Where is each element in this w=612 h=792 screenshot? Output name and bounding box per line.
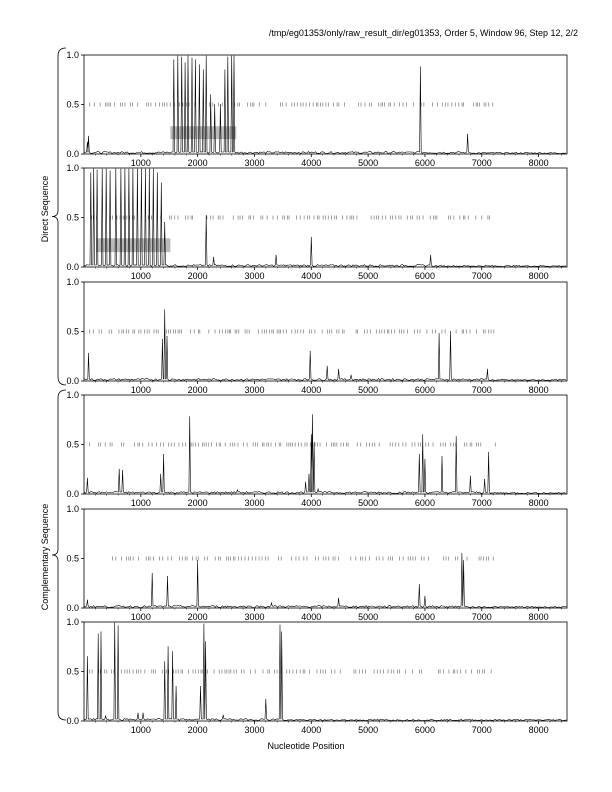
data-point-3-5 xyxy=(189,416,190,417)
x-axis-label: Nucleotide Position xyxy=(267,741,345,751)
data-point-4-0 xyxy=(87,600,88,601)
data-point-3-2 xyxy=(122,470,123,471)
group-label-complementary: Complementary Sequence xyxy=(40,503,50,611)
data-point-3-20 xyxy=(488,452,489,453)
data-point-3-1 xyxy=(119,469,120,470)
data-point-1-15 xyxy=(153,169,154,170)
data-point-5-17 xyxy=(280,625,281,626)
data-point-5-7 xyxy=(143,713,144,714)
data-point-0-2 xyxy=(173,60,174,61)
data-point-5-2 xyxy=(101,632,102,633)
x-tick-label-4-7: 8000 xyxy=(528,612,549,622)
x-tick-label-2-4: 5000 xyxy=(358,385,379,395)
data-point-2-9 xyxy=(450,331,451,332)
data-point-1-10 xyxy=(132,169,133,170)
x-tick-label-5-2: 3000 xyxy=(244,725,265,735)
y-tick-label-5-1: 0.5 xyxy=(66,666,79,677)
data-point-4-4 xyxy=(271,603,272,604)
data-point-3-15 xyxy=(425,459,426,460)
y-tick-label-5-0: 0.0 xyxy=(66,716,79,726)
data-point-3-4 xyxy=(163,454,164,455)
data-point-3-12 xyxy=(318,489,319,490)
x-tick-label-5-3: 4000 xyxy=(301,725,322,735)
data-point-5-18 xyxy=(281,632,282,633)
data-point-0-14 xyxy=(220,104,221,105)
x-tick-label-1-1: 2000 xyxy=(187,271,208,281)
data-point-0-18 xyxy=(234,56,235,57)
data-point-2-6 xyxy=(338,369,339,370)
x-tick-label-1-0: 1000 xyxy=(130,271,151,281)
x-tick-label-5-1: 2000 xyxy=(187,725,208,735)
data-point-5-13 xyxy=(203,624,204,625)
data-point-4-3 xyxy=(197,560,198,561)
y-tick-label-3-0: 0.0 xyxy=(66,489,79,499)
data-point-2-10 xyxy=(487,369,488,370)
y-tick-label-0-0: 0.0 xyxy=(66,149,79,159)
x-tick-label-4-1: 2000 xyxy=(187,612,208,622)
x-tick-label-3-1: 2000 xyxy=(187,498,208,508)
data-point-1-2 xyxy=(97,170,98,171)
y-tick-label-2-1: 0.5 xyxy=(66,326,79,337)
data-point-0-1 xyxy=(88,136,89,137)
data-point-0-5 xyxy=(185,63,186,64)
data-point-0-0 xyxy=(87,142,88,143)
x-tick-label-5-5: 6000 xyxy=(414,725,435,735)
x-tick-label-3-7: 8000 xyxy=(528,498,549,508)
data-point-0-9 xyxy=(199,65,200,66)
data-point-5-5 xyxy=(118,626,119,627)
data-point-5-15 xyxy=(223,715,224,716)
data-point-3-17 xyxy=(456,436,457,437)
data-point-0-11 xyxy=(206,56,207,57)
data-point-1-13 xyxy=(145,169,146,170)
data-point-4-5 xyxy=(338,598,339,599)
data-point-3-18 xyxy=(470,476,471,477)
data-point-1-1 xyxy=(93,169,94,170)
x-tick-label-2-1: 2000 xyxy=(187,385,208,395)
data-point-0-6 xyxy=(188,56,189,57)
x-tick-label-4-0: 1000 xyxy=(130,612,151,622)
data-point-3-3 xyxy=(160,474,161,475)
x-tick-label-3-2: 3000 xyxy=(244,498,265,508)
data-point-1-23 xyxy=(430,255,431,256)
data-point-0-4 xyxy=(181,57,182,58)
x-tick-label-0-4: 5000 xyxy=(358,158,379,168)
x-tick-label-4-3: 4000 xyxy=(301,612,322,622)
x-tick-label-1-2: 3000 xyxy=(244,271,265,281)
data-point-4-9 xyxy=(463,560,464,561)
data-point-0-13 xyxy=(214,104,215,105)
x-tick-label-1-4: 5000 xyxy=(358,271,379,281)
data-point-1-22 xyxy=(311,237,312,238)
data-point-1-6 xyxy=(115,169,116,170)
x-tick-label-3-4: 5000 xyxy=(358,498,379,508)
data-point-0-17 xyxy=(231,56,232,57)
data-point-3-13 xyxy=(419,454,420,455)
y-tick-label-2-0: 0.0 xyxy=(66,376,79,386)
data-point-5-16 xyxy=(265,699,266,700)
data-point-2-2 xyxy=(164,309,165,310)
x-tick-label-1-6: 7000 xyxy=(471,271,492,281)
data-point-5-8 xyxy=(164,661,165,662)
y-tick-label-4-0: 0.0 xyxy=(66,603,79,613)
x-tick-label-5-0: 1000 xyxy=(130,725,151,735)
x-tick-label-0-3: 4000 xyxy=(301,158,322,168)
x-tick-label-5-7: 8000 xyxy=(528,725,549,735)
x-tick-label-2-6: 7000 xyxy=(471,385,492,395)
series-line-4 xyxy=(84,554,566,608)
data-point-1-4 xyxy=(106,169,107,170)
data-point-3-9 xyxy=(311,434,312,435)
data-point-2-7 xyxy=(351,375,352,376)
data-point-0-3 xyxy=(177,56,178,57)
data-point-1-20 xyxy=(213,257,214,258)
x-tick-label-3-6: 7000 xyxy=(471,498,492,508)
x-tick-label-2-0: 1000 xyxy=(130,385,151,395)
x-tick-label-0-1: 2000 xyxy=(187,158,208,168)
data-point-1-5 xyxy=(110,171,111,172)
plot-frame-4 xyxy=(84,509,567,608)
x-tick-label-3-3: 4000 xyxy=(301,498,322,508)
x-tick-label-1-5: 6000 xyxy=(414,271,435,281)
x-tick-label-3-5: 6000 xyxy=(414,498,435,508)
data-point-4-8 xyxy=(461,553,462,554)
y-tick-label-1-0: 0.0 xyxy=(66,262,79,272)
data-point-1-14 xyxy=(149,169,150,170)
y-tick-label-4-1: 0.5 xyxy=(66,553,79,564)
data-point-3-16 xyxy=(442,456,443,457)
y-tick-label-5-2: 1.0 xyxy=(66,617,79,627)
y-tick-label-0-2: 1.0 xyxy=(66,50,79,60)
y-tick-label-4-2: 1.0 xyxy=(66,504,79,514)
x-tick-label-2-3: 4000 xyxy=(301,385,322,395)
data-point-4-1 xyxy=(152,573,153,574)
data-point-3-8 xyxy=(309,474,310,475)
data-point-1-12 xyxy=(141,169,142,170)
data-point-2-0 xyxy=(88,353,89,354)
data-point-5-0 xyxy=(87,656,88,657)
data-point-2-8 xyxy=(439,333,440,334)
x-tick-label-1-3: 4000 xyxy=(301,271,322,281)
x-tick-label-4-5: 6000 xyxy=(414,612,435,622)
data-point-3-11 xyxy=(314,442,315,443)
data-point-1-17 xyxy=(161,182,162,183)
y-tick-label-3-1: 0.5 xyxy=(66,439,79,450)
data-point-3-14 xyxy=(422,434,423,435)
y-tick-label-1-2: 1.0 xyxy=(66,163,79,173)
x-tick-label-2-5: 6000 xyxy=(414,385,435,395)
y-tick-label-0-1: 0.5 xyxy=(66,99,79,110)
data-point-1-18 xyxy=(164,222,165,223)
data-point-1-9 xyxy=(128,169,129,170)
data-point-0-8 xyxy=(195,60,196,61)
data-point-5-14 xyxy=(205,641,206,642)
x-tick-label-5-4: 5000 xyxy=(358,725,379,735)
x-tick-label-4-6: 7000 xyxy=(471,612,492,622)
data-point-1-21 xyxy=(276,255,277,256)
plot-frame-0 xyxy=(84,55,567,154)
series-line-0 xyxy=(84,56,566,154)
x-tick-label-0-5: 6000 xyxy=(414,158,435,168)
series-line-2 xyxy=(84,310,566,381)
data-point-5-6 xyxy=(138,713,139,714)
data-point-0-10 xyxy=(203,69,204,70)
x-tick-label-0-0: 1000 xyxy=(130,158,151,168)
data-point-5-3 xyxy=(105,716,106,717)
data-point-1-7 xyxy=(121,169,122,170)
x-tick-label-2-7: 8000 xyxy=(528,385,549,395)
highlight-box-0 xyxy=(170,126,236,139)
data-point-0-20 xyxy=(467,134,468,135)
data-point-5-9 xyxy=(168,646,169,647)
series-line-3 xyxy=(84,415,566,494)
y-tick-label-1-1: 0.5 xyxy=(66,212,79,223)
data-point-2-3 xyxy=(167,336,168,337)
series-line-1 xyxy=(84,169,566,267)
data-point-5-4 xyxy=(114,623,115,624)
data-point-4-7 xyxy=(425,596,426,597)
data-point-2-5 xyxy=(327,366,328,367)
data-point-1-8 xyxy=(125,169,126,170)
data-point-0-16 xyxy=(227,57,228,58)
x-tick-label-4-2: 3000 xyxy=(244,612,265,622)
x-tick-label-0-6: 7000 xyxy=(471,158,492,168)
data-point-2-4 xyxy=(310,351,311,352)
brace-complementary xyxy=(52,390,66,720)
data-point-2-1 xyxy=(162,339,163,340)
data-point-0-7 xyxy=(192,58,193,59)
x-tick-label-2-2: 3000 xyxy=(244,385,265,395)
data-point-3-10 xyxy=(312,414,313,415)
x-tick-label-4-4: 5000 xyxy=(358,612,379,622)
group-label-direct: Direct Sequence xyxy=(40,175,50,243)
data-point-1-16 xyxy=(157,173,158,174)
brace-direct xyxy=(52,48,66,385)
data-point-0-19 xyxy=(420,66,421,67)
x-tick-label-1-7: 8000 xyxy=(528,271,549,281)
data-point-1-0 xyxy=(90,173,91,174)
data-point-4-6 xyxy=(419,584,420,585)
y-tick-label-3-2: 1.0 xyxy=(66,390,79,400)
x-tick-label-5-6: 7000 xyxy=(471,725,492,735)
data-point-5-1 xyxy=(98,633,99,634)
data-point-4-2 xyxy=(167,576,168,577)
data-point-0-15 xyxy=(225,69,226,70)
data-point-0-12 xyxy=(210,94,211,95)
data-point-1-19 xyxy=(206,215,207,216)
data-point-1-3 xyxy=(102,169,103,170)
data-point-3-6 xyxy=(237,490,238,491)
data-point-3-7 xyxy=(305,482,306,483)
data-point-1-11 xyxy=(137,169,138,170)
data-point-3-19 xyxy=(484,479,485,480)
data-point-3-0 xyxy=(87,478,88,479)
data-point-5-12 xyxy=(200,686,201,687)
chart-header: /tmp/eg01353/only/raw_result_dir/eg01353, Order 5, Window 96, Step 12, 2/2 xyxy=(268,28,578,38)
data-point-5-10 xyxy=(172,651,173,652)
x-tick-label-0-2: 3000 xyxy=(244,158,265,168)
y-tick-label-2-2: 1.0 xyxy=(66,277,79,287)
x-tick-label-3-0: 1000 xyxy=(130,498,151,508)
data-point-5-11 xyxy=(176,686,177,687)
x-tick-label-0-7: 8000 xyxy=(528,158,549,168)
